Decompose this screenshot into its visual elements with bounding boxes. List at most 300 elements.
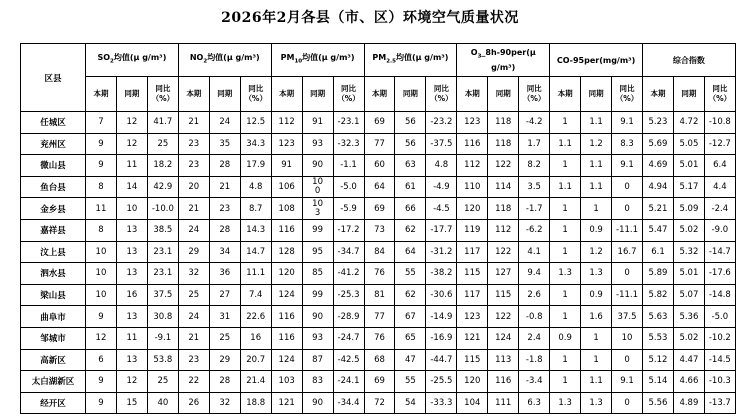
value-cell: 67 [395, 306, 426, 328]
value-cell: 14.7 [240, 241, 271, 263]
yoy-header: 同比（%） [426, 77, 457, 112]
value-cell: 118 [488, 133, 519, 155]
value-cell: 21 [178, 112, 209, 134]
value-cell: 1 [581, 198, 612, 220]
value-cell: 76 [364, 327, 395, 349]
value-cell: 77 [364, 133, 395, 155]
value-cell: 9 [86, 371, 117, 393]
value-cell: -10.3 [704, 371, 735, 393]
value-cell: 5.01 [673, 263, 704, 285]
value-cell: 5.01 [673, 155, 704, 177]
value-cell: 1 [550, 349, 581, 371]
value-cell: 11 [116, 327, 147, 349]
table-row [21, 112, 736, 134]
value-cell: 9 [86, 155, 117, 177]
value-cell: 13 [116, 306, 147, 328]
value-cell: 1 [550, 112, 581, 134]
pm25-group-header: $PM_{2.5}$均值(μ g/m³) [364, 44, 457, 77]
value-cell: -1.7 [519, 198, 550, 220]
yoy-header: 同比（%） [333, 77, 364, 112]
current-period-header: 本期 [550, 77, 581, 112]
value-cell: 4.94 [643, 176, 674, 198]
value-cell: 54 [395, 392, 426, 414]
value-cell: 16 [116, 284, 147, 306]
district-name-cell: 微山县 [21, 155, 86, 177]
district-name-cell: 金乡县 [21, 198, 86, 220]
district-name-cell: 鱼台县 [21, 176, 86, 198]
value-cell: 121 [271, 392, 302, 414]
current-period-header: 本期 [643, 77, 674, 112]
yoy-header: 同比（%） [147, 77, 178, 112]
value-cell: -14.9 [426, 306, 457, 328]
value-cell: 69 [364, 198, 395, 220]
value-cell: 4.47 [673, 349, 704, 371]
value-cell: 29 [178, 241, 209, 263]
value-cell: -14.8 [704, 284, 735, 306]
value-cell: 9 [86, 306, 117, 328]
value-cell: 99 [302, 284, 333, 306]
value-cell: -28.9 [333, 306, 364, 328]
value-cell: 6 [86, 349, 117, 371]
current-period-header: 本期 [364, 77, 395, 112]
value-cell: 91 [302, 112, 333, 134]
value-cell: -41.2 [333, 263, 364, 285]
value-cell: 14 [116, 176, 147, 198]
same-period-header: 同期 [116, 77, 147, 112]
value-cell: 72 [364, 392, 395, 414]
value-cell: 116 [271, 306, 302, 328]
value-cell: -9.1 [147, 327, 178, 349]
value-cell: 23 [178, 155, 209, 177]
value-cell: -16.9 [426, 327, 457, 349]
value-cell: 36 [209, 263, 240, 285]
value-cell: -37.5 [426, 133, 457, 155]
value-cell: 1 [550, 371, 581, 393]
value-cell: 9.1 [612, 155, 643, 177]
value-cell: 10 0 [302, 176, 333, 198]
value-cell: 5.63 [643, 306, 674, 328]
value-cell: 1.3 [550, 392, 581, 414]
value-cell: 61 [395, 176, 426, 198]
value-cell: 17.9 [240, 155, 271, 177]
value-cell: 10 [86, 284, 117, 306]
value-cell: 10 [86, 263, 117, 285]
value-cell: 24 [178, 219, 209, 241]
value-cell: 25 [178, 284, 209, 306]
value-cell: 64 [395, 241, 426, 263]
value-cell: 115 [457, 263, 488, 285]
value-cell: 66 [395, 198, 426, 220]
value-cell: 5.23 [643, 112, 674, 134]
value-cell: 0 [612, 263, 643, 285]
same-period-header: 同期 [673, 77, 704, 112]
value-cell: 35 [209, 133, 240, 155]
value-cell: 8.3 [612, 133, 643, 155]
value-cell: 10 [612, 327, 643, 349]
value-cell: 1.1 [550, 133, 581, 155]
value-cell: -23.1 [333, 112, 364, 134]
value-cell: 1.3 [581, 263, 612, 285]
district-name-cell: 曲阜市 [21, 306, 86, 328]
value-cell: 20.7 [240, 349, 271, 371]
same-period-header: 同期 [209, 77, 240, 112]
value-cell: 77 [364, 306, 395, 328]
value-cell: -10.8 [704, 112, 735, 134]
value-cell: 5.21 [643, 198, 674, 220]
value-cell: -34.7 [333, 241, 364, 263]
value-cell: 55 [395, 263, 426, 285]
value-cell: 120 [271, 263, 302, 285]
value-cell: 122 [488, 306, 519, 328]
value-cell: 24 [209, 112, 240, 134]
district-name-cell: 任城区 [21, 112, 86, 134]
value-cell: -31.2 [426, 241, 457, 263]
value-cell: 53.8 [147, 349, 178, 371]
value-cell: 13 [116, 349, 147, 371]
value-cell: 31 [209, 306, 240, 328]
district-name-cell: 高新区 [21, 349, 86, 371]
value-cell: 8.7 [240, 198, 271, 220]
value-cell: 14.3 [240, 219, 271, 241]
value-cell: 13 [116, 219, 147, 241]
value-cell: 32 [178, 263, 209, 285]
value-cell: -6.2 [519, 219, 550, 241]
value-cell: 27 [209, 284, 240, 306]
value-cell: -9.0 [704, 219, 735, 241]
value-cell: 1.1 [581, 176, 612, 198]
value-cell: 10 [116, 198, 147, 220]
value-cell: 42.9 [147, 176, 178, 198]
value-cell: 1.1 [550, 176, 581, 198]
same-period-header: 同期 [488, 77, 519, 112]
value-cell: 6.3 [519, 392, 550, 414]
value-cell: -30.6 [426, 284, 457, 306]
district-name-cell: 汶上县 [21, 241, 86, 263]
value-cell: 5.56 [643, 392, 674, 414]
value-cell: 8 [86, 176, 117, 198]
value-cell: 4.66 [673, 371, 704, 393]
value-cell: 5.53 [643, 327, 674, 349]
current-period-header: 本期 [271, 77, 302, 112]
table-row [21, 176, 736, 198]
value-cell: 4.69 [643, 155, 674, 177]
value-cell: 4.8 [240, 176, 271, 198]
value-cell: 64 [364, 176, 395, 198]
value-cell: 95 [302, 241, 333, 263]
value-cell: 30.8 [147, 306, 178, 328]
value-cell: 85 [302, 263, 333, 285]
value-cell: 20 [178, 176, 209, 198]
value-cell: 23 [209, 198, 240, 220]
value-cell: 65 [395, 327, 426, 349]
value-cell: 5.02 [673, 219, 704, 241]
value-cell: 117 [457, 241, 488, 263]
value-cell: 21 [178, 327, 209, 349]
value-cell: -11.1 [612, 284, 643, 306]
value-cell: 8 [86, 219, 117, 241]
value-cell: 4.89 [673, 392, 704, 414]
value-cell: 5.02 [673, 327, 704, 349]
value-cell: -11.1 [612, 219, 643, 241]
o3-group-header: $O_3\_8h-90per(\mu$ g/m³) [457, 44, 550, 77]
value-cell: 1 [550, 198, 581, 220]
value-cell: -24.7 [333, 327, 364, 349]
value-cell: 1 [550, 241, 581, 263]
value-cell: -12.7 [704, 133, 735, 155]
value-cell: -17.6 [704, 263, 735, 285]
value-cell: 106 [271, 176, 302, 198]
value-cell: 4.8 [426, 155, 457, 177]
value-cell: 32 [209, 392, 240, 414]
value-cell: 0 [612, 392, 643, 414]
value-cell: 0.9 [550, 327, 581, 349]
value-cell: 21 [209, 176, 240, 198]
table-row [21, 284, 736, 306]
value-cell: 38.5 [147, 219, 178, 241]
value-cell: 7 [86, 112, 117, 134]
value-cell: 5.32 [673, 241, 704, 263]
value-cell: 1.7 [519, 133, 550, 155]
table-row [21, 198, 736, 220]
value-cell: 10 3 [302, 198, 333, 220]
table-row [21, 327, 736, 349]
page-title: 2026年2月各县（市、区）环境空气质量状况 [221, 10, 519, 26]
value-cell: -1.8 [519, 349, 550, 371]
current-period-header: 本期 [178, 77, 209, 112]
value-cell: 6.1 [643, 241, 674, 263]
pm10-group-header: $PM_{10}$均值(μ g/m³) [271, 44, 364, 77]
table-row [21, 241, 736, 263]
value-cell: 28 [209, 371, 240, 393]
value-cell: 93 [302, 327, 333, 349]
same-period-header: 同期 [302, 77, 333, 112]
value-cell: 3.5 [519, 176, 550, 198]
value-cell: 28 [209, 155, 240, 177]
value-cell: 2.6 [519, 284, 550, 306]
value-cell: 114 [488, 176, 519, 198]
same-period-header: 同期 [395, 77, 426, 112]
value-cell: 112 [271, 112, 302, 134]
value-cell: 18.2 [147, 155, 178, 177]
value-cell: 118 [488, 198, 519, 220]
table-row [21, 155, 736, 177]
value-cell: 104 [457, 392, 488, 414]
value-cell: 56 [395, 133, 426, 155]
value-cell: 93 [302, 133, 333, 155]
table-row [21, 306, 736, 328]
value-cell: 122 [488, 241, 519, 263]
value-cell: 0 [612, 349, 643, 371]
value-cell: 12 [86, 327, 117, 349]
value-cell: -24.1 [333, 371, 364, 393]
value-cell: 1 [550, 306, 581, 328]
value-cell: 69 [364, 112, 395, 134]
value-cell: -44.7 [426, 349, 457, 371]
value-cell: 9 [86, 133, 117, 155]
value-cell: 84 [364, 241, 395, 263]
value-cell: 60 [364, 155, 395, 177]
value-cell: 81 [364, 284, 395, 306]
value-cell: 113 [488, 349, 519, 371]
district-name-cell: 兖州区 [21, 133, 86, 155]
value-cell: 0 [612, 198, 643, 220]
value-cell: -17.2 [333, 219, 364, 241]
value-cell: 128 [271, 241, 302, 263]
value-cell: 0 [612, 176, 643, 198]
value-cell: 25 [147, 371, 178, 393]
value-cell: 13 [116, 241, 147, 263]
value-cell: 127 [488, 263, 519, 285]
value-cell: -10.2 [704, 327, 735, 349]
value-cell: 1 [550, 284, 581, 306]
value-cell: 4.4 [704, 176, 735, 198]
value-cell: 116 [457, 133, 488, 155]
value-cell: -32.3 [333, 133, 364, 155]
value-cell: 99 [302, 219, 333, 241]
value-cell: 37.5 [147, 284, 178, 306]
value-cell: 1 [581, 349, 612, 371]
value-cell: 68 [364, 349, 395, 371]
value-cell: -25.5 [426, 371, 457, 393]
value-cell: 9.4 [519, 263, 550, 285]
value-cell: 29 [209, 349, 240, 371]
value-cell: 121 [457, 327, 488, 349]
value-cell: 0.9 [581, 284, 612, 306]
value-cell: 122 [488, 155, 519, 177]
value-cell: -33.3 [426, 392, 457, 414]
table-row [21, 263, 736, 285]
value-cell: 23.1 [147, 241, 178, 263]
value-cell: 62 [395, 219, 426, 241]
value-cell: 124 [488, 327, 519, 349]
value-cell: 1.1 [581, 155, 612, 177]
value-cell: -0.8 [519, 306, 550, 328]
value-cell: 1 [550, 219, 581, 241]
value-cell: 103 [271, 371, 302, 393]
value-cell: -17.7 [426, 219, 457, 241]
value-cell: 12.5 [240, 112, 271, 134]
value-cell: 12 [116, 112, 147, 134]
value-cell: 115 [457, 349, 488, 371]
value-cell: 91 [271, 155, 302, 177]
value-cell: 5.89 [643, 263, 674, 285]
district-name-cell: 嘉祥县 [21, 219, 86, 241]
value-cell: 22 [178, 371, 209, 393]
value-cell: 11 [86, 198, 117, 220]
value-cell: 4.1 [519, 241, 550, 263]
value-cell: 9.1 [612, 371, 643, 393]
value-cell: 25 [209, 327, 240, 349]
value-cell: 1 [550, 155, 581, 177]
value-cell: 5.82 [643, 284, 674, 306]
no2-group-header: $NO_2$均值(μ g/m³) [178, 44, 271, 77]
value-cell: 110 [457, 176, 488, 198]
value-cell: 90 [302, 306, 333, 328]
air-quality-table [20, 43, 736, 414]
value-cell: 47 [395, 349, 426, 371]
value-cell: 6.4 [704, 155, 735, 177]
value-cell: 21 [178, 198, 209, 220]
yoy-header: 同比（%） [612, 77, 643, 112]
value-cell: 22.6 [240, 306, 271, 328]
value-cell: 73 [364, 219, 395, 241]
value-cell: 111 [488, 392, 519, 414]
value-cell: 5.05 [673, 133, 704, 155]
value-cell: 116 [271, 219, 302, 241]
yoy-header: 同比（%） [240, 77, 271, 112]
value-cell: 117 [457, 284, 488, 306]
table-header-row-groups [21, 44, 736, 77]
value-cell: 5.47 [643, 219, 674, 241]
value-cell: 1.3 [581, 392, 612, 414]
value-cell: 119 [457, 219, 488, 241]
value-cell: -2.4 [704, 198, 735, 220]
value-cell: 118 [488, 112, 519, 134]
co-group-header: CO-95per(mg/m³) [550, 44, 643, 77]
district-name-cell: 梁山县 [21, 284, 86, 306]
current-period-header: 本期 [457, 77, 488, 112]
value-cell: 41.7 [147, 112, 178, 134]
value-cell: 5.12 [643, 349, 674, 371]
value-cell: 1.1 [581, 371, 612, 393]
value-cell: 16 [240, 327, 271, 349]
current-period-header: 本期 [86, 77, 117, 112]
table-header-row-subcols [21, 77, 736, 112]
value-cell: 90 [302, 392, 333, 414]
value-cell: 5.69 [643, 133, 674, 155]
value-cell: 12 [116, 133, 147, 155]
value-cell: -25.3 [333, 284, 364, 306]
value-cell: 90 [302, 155, 333, 177]
value-cell: 123 [271, 133, 302, 155]
table-row [21, 219, 736, 241]
value-cell: -3.4 [519, 371, 550, 393]
district-name-cell: 邹城市 [21, 327, 86, 349]
value-cell: 34 [209, 241, 240, 263]
district-name-cell: 经开区 [21, 392, 86, 414]
value-cell: 11.1 [240, 263, 271, 285]
value-cell: 11 [116, 155, 147, 177]
value-cell: -4.5 [426, 198, 457, 220]
district-header: 区县 [21, 44, 86, 112]
value-cell: 69 [364, 371, 395, 393]
value-cell: 8.2 [519, 155, 550, 177]
value-cell: 23 [178, 133, 209, 155]
value-cell: 2.4 [519, 327, 550, 349]
value-cell: 56 [395, 112, 426, 134]
value-cell: 1 [581, 327, 612, 349]
value-cell: 24 [178, 306, 209, 328]
value-cell: 37.5 [612, 306, 643, 328]
value-cell: 34.3 [240, 133, 271, 155]
value-cell: 13 [116, 263, 147, 285]
value-cell: 87 [302, 349, 333, 371]
table-body [21, 112, 736, 414]
value-cell: 5.36 [673, 306, 704, 328]
district-name-cell: 太白湖新区 [21, 371, 86, 393]
value-cell: 10 [86, 241, 117, 263]
value-cell: 5.14 [643, 371, 674, 393]
value-cell: 9.1 [612, 112, 643, 134]
value-cell: -13.7 [704, 392, 735, 414]
value-cell: 116 [488, 371, 519, 393]
value-cell: 1.6 [581, 306, 612, 328]
value-cell: 112 [457, 155, 488, 177]
value-cell: -5.0 [333, 176, 364, 198]
value-cell: 12 [116, 371, 147, 393]
table-row [21, 133, 736, 155]
value-cell: 1.2 [581, 241, 612, 263]
